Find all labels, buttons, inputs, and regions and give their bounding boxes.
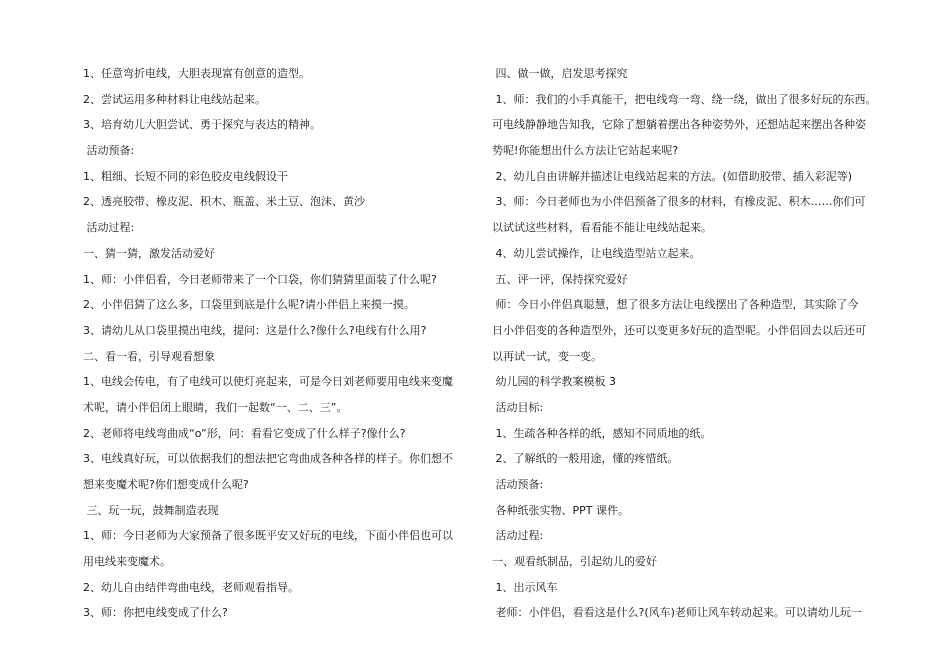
text-line: 以试试这些材料，看看能不能让电线站起来。 (492, 221, 712, 235)
text-line: 可电线静静地告知我，它除了想躺着摆出各种姿势外，还想站起来摆出各种姿 (492, 118, 866, 132)
text-line: 各种纸张实物、PPT 课件。 (492, 503, 629, 517)
text-line: 势呢!你能想出什么方法让它站起来呢? (492, 144, 679, 158)
left-column (83, 67, 473, 632)
text-line: 3、请幼儿从口袋里摸出电线，提问：这是什么?像什么?电线有什么用? (83, 323, 427, 337)
text-line: 师：今日小伴侣真聪慧，想了很多方法让电线摆出了各种造型，其实除了今 (492, 298, 859, 312)
text-line: 以再试一试，变一变。 (492, 349, 602, 363)
text-line: 3、师：今日老师也为小伴侣预备了很多的材料，有橡皮泥、积木……你们可 (492, 195, 866, 209)
text-line: 1、粗细、长短不同的彩色胶皮电线假设干 (83, 169, 288, 183)
text-line: 2、小伴侣猜了这么多，口袋里到底是什么呢?请小伴侣上来摸一摸。 (83, 298, 415, 312)
text-line: 2、尝试运用多种材料让电线站起来。 (83, 92, 266, 106)
text-line: 术呢，请小伴侣闭上眼睛，我们一起数“一、二、三”。 (83, 400, 348, 414)
text-line: 活动预备: (83, 144, 135, 158)
text-line: 日小伴侣变的各种造型外，还可以变更多好玩的造型呢。小伴侣回去以后还可 (492, 323, 866, 337)
text-line: 2、了解纸的一般用途，懂的疼惜纸。 (492, 452, 679, 466)
text-line: 1、生疏各种各样的纸，感知不同质地的纸。 (492, 426, 712, 440)
text-line: 活动过程: (492, 529, 544, 543)
text-line: 1、师：我们的小手真能干，把电线弯一弯、绕一绕，做出了很多好玩的东西。 (492, 92, 877, 106)
text-line: 五、评一评，保持探究爱好 (492, 272, 628, 286)
text-line: 3、培育幼儿大胆尝试、勇于探究与表达的精神。 (83, 118, 321, 132)
text-line: 四、做一做，启发思考探究 (492, 67, 628, 80)
text-line: 想来变魔术呢?你们想变成什么呢? (83, 478, 249, 491)
text-line: 活动过程: (83, 221, 135, 235)
text-line: 用电线来变魔术。 (83, 555, 171, 569)
text-line: 活动目标: (492, 400, 544, 414)
text-line: 1、任意弯折电线，大胆表现富有创意的造型。 (83, 67, 310, 80)
text-line: 4、幼儿尝试操作，让电线造型站立起来。 (492, 246, 701, 260)
text-line: 3、电线真好玩，可以依据我们的想法把它弯曲成各种各样的样子。你们想不 (83, 452, 453, 466)
right-column (492, 67, 882, 632)
text-line: 2、幼儿自由讲解并描述让电线站起来的方法。(如借助胶带、插入彩泥等) (492, 169, 853, 183)
text-line: 3、师：你把电线变成了什么? (83, 606, 228, 620)
text-line: 2、透亮胶带、橡皮泥、积木、瓶盖、米土豆、泡沫、黄沙 (83, 195, 365, 209)
text-line: 二、看一看，引导观看想象 (83, 349, 215, 363)
text-line: 老师：小伴侣，看看这是什么?(风车)老师让风车转动起来。可以请幼儿玩一 (492, 606, 862, 620)
text-line: 三、玩一玩，鼓舞制造表现 (83, 503, 219, 517)
text-line: 2、老师将电线弯曲成“o”形，问：看看它变成了什么样子?像什么? (83, 426, 406, 440)
text-line: 1、电线会传电，有了电线可以使灯亮起来，可是今日刘老师要用电线来变魔 (83, 375, 453, 389)
text-line: 1、出示风车 (492, 580, 558, 594)
text-line: 一、猜一猜，激发活动爱好 (83, 246, 215, 260)
text-line: 活动预备: (492, 478, 544, 491)
text-line: 一、观看纸制品，引起幼儿的爱好 (492, 555, 657, 569)
text-line: 幼儿园的科学教案模板 3 (492, 375, 616, 389)
text-line: 2、幼儿自由结伴弯曲电线，老师观看指导。 (83, 580, 299, 594)
text-line: 1、师：今日老师为大家预备了很多既平安又好玩的电线，下面小伴侣也可以 (83, 529, 453, 543)
text-line: 1、师：小伴侣看，今日老师带来了一个口袋，你们猜猜里面装了什么呢? (83, 272, 437, 286)
